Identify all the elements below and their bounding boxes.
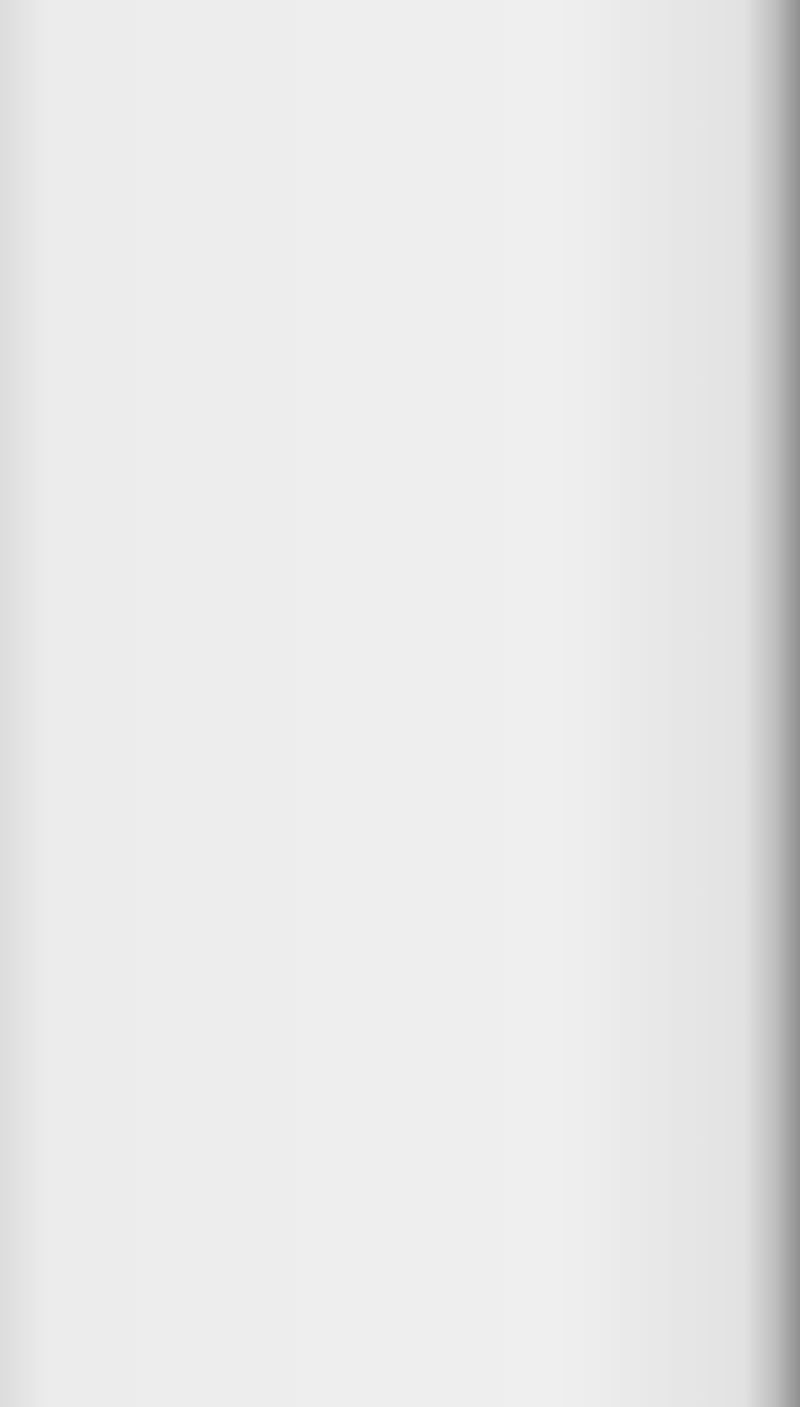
bibliography-section [104,96,782,110]
page-header [0,58,800,92]
